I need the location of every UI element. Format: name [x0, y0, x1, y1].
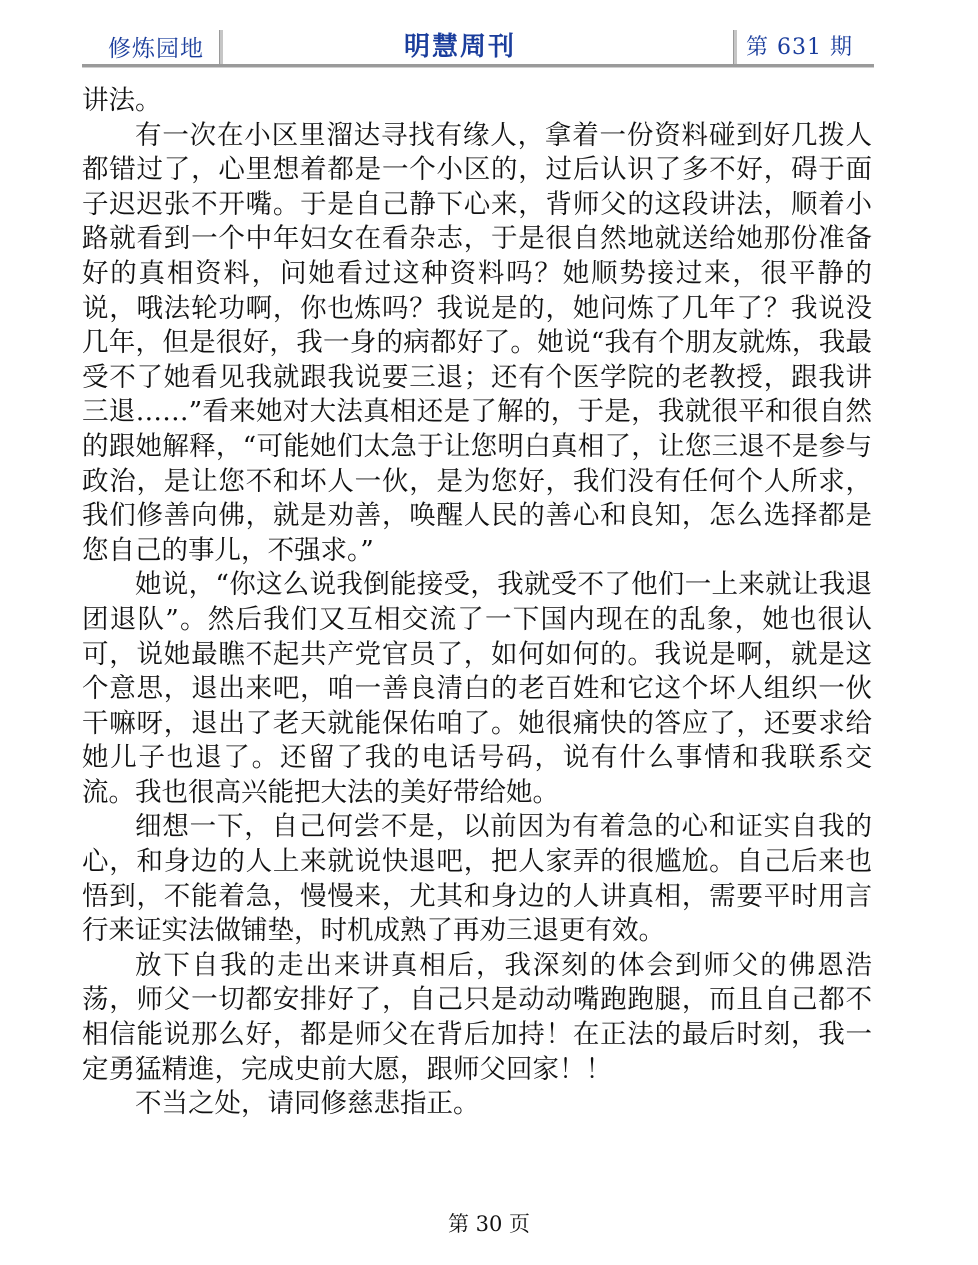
paragraph-continuation: 讲法。 [82, 85, 162, 116]
page-number: 第 30 页 [447, 1212, 531, 1236]
header-divider-left [219, 30, 223, 64]
paragraph-closing: 不当之处，请同修慈悲指正。 [135, 1088, 480, 1120]
header-rule [82, 64, 874, 68]
publication-title: 明慧周刊 [404, 32, 517, 62]
header-divider-right [733, 30, 737, 64]
section-name: 修炼园地 [108, 36, 204, 62]
page-header [82, 26, 874, 68]
paragraph: 细想一下，自己何尝不是，以前因为有着急的心和证实自我的心，和身边的人上来就说快退吧，把人家弄的很尴尬。自己后来也悟到，不能着急，慢慢来，尤其和身边的人讲真相，需要平时用言行来证实法做铺垫，时机成熟了再劝三退更有效。 [82, 811, 872, 947]
article-body [82, 84, 872, 1122]
issue-number: 第 631 期 [746, 35, 853, 60]
paragraph: 有一次在小区里溜达寻找有缘人，拿着一份资料碰到好几拨人都错过了，心里想着都是一个小区的，过后认识了多不好，碍于面子迟迟张不开嘴。于是自己静下心来，背师父的这段讲法，顺着小路就看到一个中年妇女在看杂志，于是很自然地就送给她那份准备好的真相资料，问她看过这种资料吗？她顺势接过来，很平静的说，哦法轮功啊，你也炼吗？我说是的，她问炼了几年了？我说没几年，但是很好，我一身的病都好了。她说“我有个朋友就炼，我最受不了她看见我就跟我说要三退；还有个医学院的老教授，跟我讲三退……”看来她对大法真相还是了解的，于是，我就很平和很自然的跟她解释，“可能她们太急于让您明白真相了，让您三退不是参与政治，是让您不和坏人一伙，是为您好，我们没有任何个人所求，我们修善向佛，就是劝善，唤醒人民的善心和良知，怎么选择都是您自己的事儿，不强求。” [82, 119, 872, 566]
paragraph: 她说，“你这么说我倒能接受，我就受不了他们一上来就让我退团退队”。然后我们又互相交流了一下国内现在的乱象，她也很认可，说她最瞧不起共产党官员了，如何如何的。我说是啊，就是这个意思，退出来吧，咱一善良清白的老百姓和它这个坏人组织一伙干嘛呀，退出了老天就能保佑咱了。她很痛快的答应了，还要求给她儿子也退了。还留了我的电话号码，说有什么事情和我联系交流。我也很高兴能把大法的美好带给她。 [82, 569, 872, 808]
paragraph: 放下自我的走出来讲真相后，我深刻的体会到师父的佛恩浩荡，师父一切都安排好了，自己只是动动嘴跑跑腿，而且自己都不相信能说那么好，都是师父在背后加持！在正法的最后时刻，我一定勇猛精進，完成史前大愿，跟师父回家！！ [82, 949, 872, 1085]
